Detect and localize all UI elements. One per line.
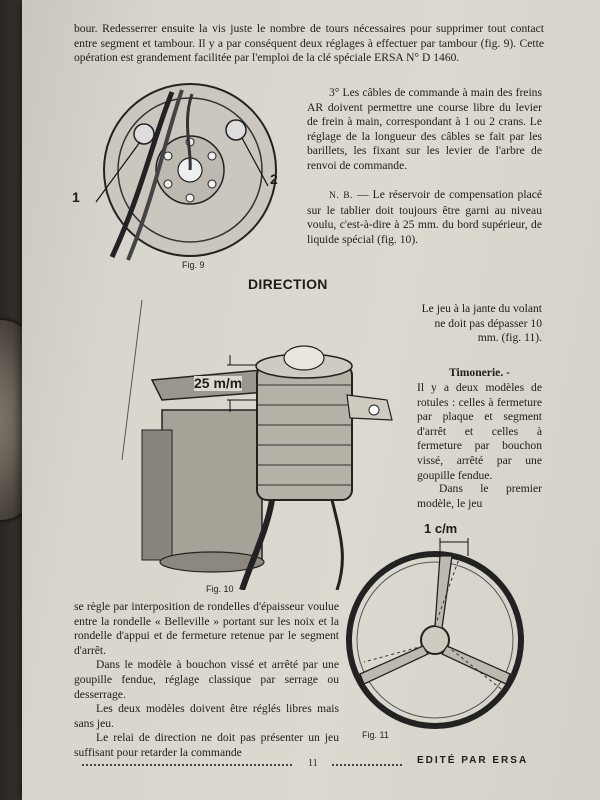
- bottom-paragraph-4: Le relai de direction ne doit pas présenter un jeu suffisant pour retarder la commande: [74, 731, 339, 759]
- bottom-paragraph-1: se règle par interposition de rondelles d'épaisseur voulue entre la rondelle « Belleville » portant sur les noix et la rondelle d'appui et de fermeture retenue par le segment d'arrêt.: [74, 600, 339, 657]
- footer-divider-left: [82, 764, 292, 769]
- fig10-dimension-label: 25 m/m: [194, 375, 243, 391]
- fig10-caption: Fig. 10: [206, 584, 234, 594]
- section-title-direction: DIRECTION: [248, 276, 328, 292]
- fig11-steering-wheel-illustration: [340, 522, 540, 737]
- timonerie-paragraph: Il y a deux modèles de rotules : celles à fermeture par plaque et segment d'arrêt et celles à fermeture par bouchon vissé, arrêté par une goupille fendue.: [417, 381, 542, 482]
- jeu-paragraph: Le jeu à la jante du volant ne doit pas dépasser 10 mm. (fig. 11).: [421, 302, 542, 345]
- fig11-dimension-label: 1 c/m: [424, 521, 458, 536]
- nb-paragraph: [307, 188, 542, 247]
- bottom-paragraph-2: Dans le modèle à bouchon vissé et arrêté par une goupille fendue, réglage classique par serrage ou desserrage.: [74, 658, 339, 701]
- book-page: [22, 0, 600, 800]
- intro-paragraph: bour. Redesserrer ensuite la vis juste le nombre de tours nécessaires pour supprimer tout contact entre segment et tambour. Il y a par conséquent deux réglages à effectuer par tambour (fig. 9). Cette opération est grandement facilitée par l'emploi de la clé spéciale ERSA N° D 1460.: [74, 22, 544, 65]
- point-3-paragraph: 3° Les câbles de commande à main des freins AR doivent permettre une course libre du levier de frein à main, correspondant à 1 ou 2 crans. Le réglage de la longueur des câbles se fait par les barillets, les fixant sur les levier de l'arbre de renvoi de commande.: [307, 86, 542, 172]
- publisher-imprint: EDITÉ PAR ERSA: [417, 755, 529, 766]
- nb-label: N. B.: [329, 191, 353, 201]
- fig11-caption: Fig. 11: [362, 730, 389, 740]
- timonerie-heading: Timonerie. -: [449, 366, 510, 379]
- footer-divider-right: [332, 764, 402, 769]
- fig9-label-2: 2: [270, 171, 278, 187]
- fig9-label-1: 1: [72, 189, 80, 205]
- premier-modele-paragraph: Dans le premier modèle, le jeu: [417, 482, 542, 510]
- bottom-paragraph-3: Les deux modèles doivent être réglés libres mais sans jeu.: [74, 702, 339, 730]
- fig9-caption: Fig. 9: [182, 260, 205, 270]
- page-number: 11: [308, 758, 318, 769]
- bottom-text-block: [74, 600, 339, 761]
- fig9-brake-drum-illustration: [72, 82, 302, 262]
- nb-text: — Le réservoir de compensation placé sur le tablier doit toujours être garni au niveau voulu, c'est-à-dire à 25 mm. du bord supérieur, de liquide spécial (fig. 10).: [307, 188, 543, 246]
